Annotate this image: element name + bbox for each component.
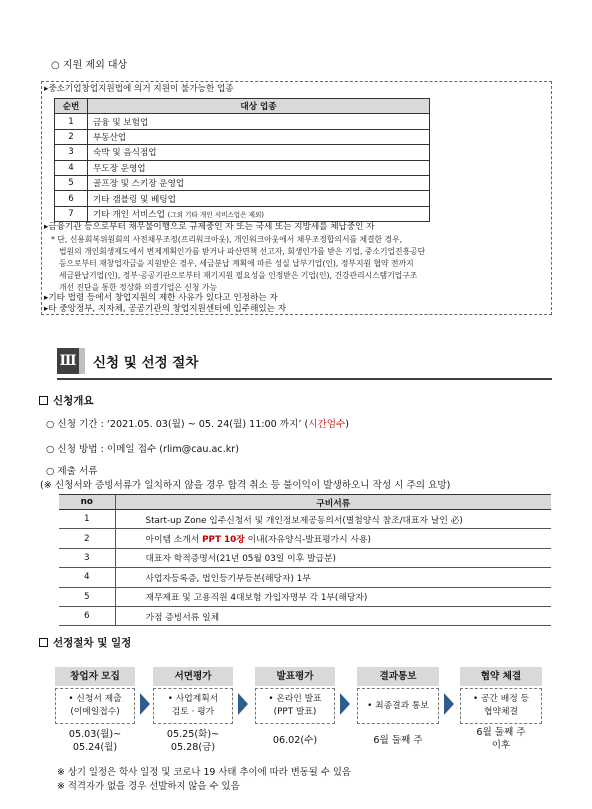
doc-name: 대표자 학적증명서(21년 05월 03일 이후 발급분) — [115, 548, 551, 567]
doc-no: 5 — [59, 587, 115, 606]
industry-no: 1 — [55, 114, 88, 129]
table-row — [59, 568, 551, 587]
table-row — [55, 145, 430, 160]
checkbox-square-icon — [39, 638, 48, 647]
doc-text: 아이템 소개서 — [145, 535, 203, 546]
application-period — [46, 416, 349, 430]
step-title: 결과통보 — [357, 667, 439, 686]
process-step — [153, 667, 233, 754]
step-body-line: • 신청서 제출 — [68, 694, 122, 704]
overview-heading — [39, 393, 94, 408]
section-number: Ⅲ — [57, 348, 79, 374]
process-step — [255, 667, 335, 747]
table-row — [55, 129, 430, 144]
industry-name — [88, 206, 430, 221]
step-body — [255, 688, 335, 724]
step-date-line: 06.02(수) — [272, 735, 318, 746]
step-title: 서면평가 — [153, 667, 233, 686]
period-text: ○ 신청 기간 : ‘2021.05. 03(월) ~ 05. 24(월) 11:00 까지’ ( — [46, 419, 309, 430]
industry-no: 3 — [55, 145, 88, 160]
footnote: ※ 적격자가 없을 경우 선발하지 않을 수 있음 — [57, 781, 240, 792]
industry-table-header — [55, 99, 430, 114]
docs-warning: (※ 신청서와 증빙서류가 일치하지 않을 경우 합격 취소 등 불이익이 발생하오니 작성 시 주의 요망) — [40, 480, 451, 491]
step-date-line: 05.28(금) — [170, 742, 216, 753]
section-number-accent — [79, 348, 85, 374]
doc-name: 재무제표 및 고용직원 4대보험 가입자명부 각 1부(해당자) — [115, 587, 551, 606]
industry-name: 무도장 운영업 — [88, 160, 430, 175]
step-date-line: 05.24(월) — [72, 742, 118, 753]
doc-no: 2 — [59, 529, 115, 548]
step-body-line: (PPT 발표) — [273, 707, 317, 717]
overview-heading-text: 신청개요 — [53, 395, 94, 407]
documents-table-header — [59, 495, 551, 510]
table-row — [59, 510, 551, 529]
step-body — [153, 688, 233, 724]
step-date-line: 05.03(월)~ — [68, 729, 122, 740]
table-row — [59, 548, 551, 567]
checkbox-square-icon — [39, 396, 48, 405]
table-row — [55, 206, 430, 221]
process-step — [357, 667, 439, 747]
docs-heading: ○ 제출 서류 — [46, 466, 98, 477]
doc-no: 3 — [59, 548, 115, 567]
application-method: ○ 신청 방법 : 이메일 접수 (rlim@cau.ac.kr) — [46, 444, 239, 455]
industry-name-text: 기타 개인 서비스업 — [93, 209, 165, 220]
step-date-line: 6월 둘째 주 — [373, 735, 423, 746]
table-row — [59, 529, 551, 548]
docs-col-name: 구비서류 — [115, 495, 551, 510]
industry-no: 7 — [55, 206, 88, 221]
step-body-line: • 온라인 발표 — [268, 694, 322, 704]
period-close: ) — [345, 419, 350, 430]
step-date — [460, 726, 542, 752]
step-title: 협약 체결 — [460, 667, 542, 686]
industry-table — [54, 98, 430, 222]
note-line: 세금완납기업(인), 정부·공공기관으로부터 재기지원 필요성을 인정받은 기업(인), 건강관리시스템기업구조 — [59, 271, 418, 280]
doc-name: Start-up Zone 입주신청서 및 개인정보제공동의서(별첨양식 참조/대표자 날인 必) — [115, 510, 551, 529]
industry-name: 기타 갬블링 및 베팅업 — [88, 191, 430, 206]
process-heading-text: 선정절차 및 일정 — [53, 637, 132, 649]
bullet-center: ▸타 중앙정부, 지자체, 공공기관의 창업지원센터에 입주해있는 자 — [44, 304, 287, 314]
industry-col-name: 대상 업종 — [88, 99, 430, 114]
note-line: 법원의 개인회생제도에서 변제계획인가를 받거나 파산면책 선고자, 회생인가를 받은 기업, 중소기업진흥공단 — [59, 247, 426, 256]
period-emphasis: 시간엄수 — [308, 419, 346, 430]
arrow-right-icon — [238, 693, 248, 715]
arrow-right-icon — [444, 693, 454, 715]
process-step — [55, 667, 135, 754]
doc-name: 가점 증빙서류 일체 — [115, 606, 551, 625]
note-line: * 단, 신용회복위원회의 사전채무조정(프리워크아웃), 개인워크아웃에서 채무조정합의서를 체결한 경우, — [51, 235, 403, 244]
doc-name: 사업자등록증, 법인등기부등본(해당자) 1부 — [115, 568, 551, 587]
arrow-right-icon — [340, 693, 350, 715]
step-date — [255, 734, 335, 747]
table-row — [59, 587, 551, 606]
exclusion-heading: ○ 지원 제외 대상 — [51, 60, 128, 71]
industry-name: 골프장 및 스키장 운영업 — [88, 175, 430, 190]
step-date — [55, 728, 135, 754]
note-line: 등으로부터 재창업자금을 지원받은 경우, 세금분납 계획에 따른 성실 납부기업(인), 정부지원 협약 전까지 — [59, 259, 414, 268]
step-body — [55, 688, 135, 724]
arrow-right-icon — [140, 693, 150, 715]
note-line: 개선 진단을 통한 정상화 의결기업은 신청 가능 — [59, 283, 217, 292]
process-step — [460, 667, 542, 752]
doc-no: 1 — [59, 510, 115, 529]
bullet-law: ▸기타 법령 등에서 창업지원의 제한 사유가 있다고 인정하는 자 — [44, 293, 278, 303]
step-body-line: (이메일접수) — [70, 707, 120, 717]
doc-emphasis: PPT 10장 — [202, 535, 245, 546]
step-body-line: • 사업계획서 — [167, 694, 219, 704]
table-row — [55, 191, 430, 206]
step-date — [357, 734, 439, 747]
step-date-line: 05.25(화)~ — [166, 729, 220, 740]
step-body-line: 협약체결 — [483, 707, 518, 717]
doc-name — [115, 529, 551, 548]
industry-no: 2 — [55, 129, 88, 144]
industry-note: (그외 기타 개인 서비스업은 제외) — [167, 210, 264, 219]
step-date-line: 6월 둘째 주 — [476, 727, 526, 738]
bullet-finance: ▸금융기관 등으로부터 채무불이행으로 규제중인 자 또는 국세 또는 지방세를 체납중인 자 — [44, 222, 375, 232]
docs-col-no: no — [59, 495, 115, 510]
table-row — [55, 175, 430, 190]
section-divider — [57, 378, 552, 380]
industry-col-no: 순번 — [55, 99, 88, 114]
section-title: 신청 및 선정 절차 — [93, 355, 199, 371]
industry-name: 금융 및 보험업 — [88, 114, 430, 129]
industry-name: 숙박 및 음식점업 — [88, 145, 430, 160]
documents-table — [59, 494, 551, 626]
industry-no: 5 — [55, 175, 88, 190]
step-body-line: • 공간 배정 등 — [472, 694, 530, 704]
step-body-line: • 최종결과 통보 — [367, 700, 429, 711]
industry-name: 부동산업 — [88, 129, 430, 144]
table-row — [59, 606, 551, 625]
industry-no: 4 — [55, 160, 88, 175]
industry-no: 6 — [55, 191, 88, 206]
step-date-line: 이후 — [491, 740, 511, 751]
table-row — [55, 160, 430, 175]
doc-no: 4 — [59, 568, 115, 587]
doc-no: 6 — [59, 606, 115, 625]
table-row — [55, 114, 430, 129]
step-title: 창업자 모집 — [55, 667, 135, 686]
step-body — [460, 688, 542, 724]
step-title: 발표평가 — [255, 667, 335, 686]
step-body-line: 검토 · 평가 — [171, 707, 215, 717]
exclusion-intro: ▸중소기업창업지원법에 의거 지원이 불가능한 업종 — [44, 84, 234, 94]
doc-text-rest: 이내(자유양식-발표평가시 사용) — [244, 535, 371, 546]
process-heading — [39, 635, 131, 650]
step-body — [357, 688, 439, 724]
footnote: ※ 상기 일정은 학사 일정 및 코로나 19 사태 추이에 따라 변동될 수 있음 — [57, 767, 351, 778]
step-date — [153, 728, 233, 754]
